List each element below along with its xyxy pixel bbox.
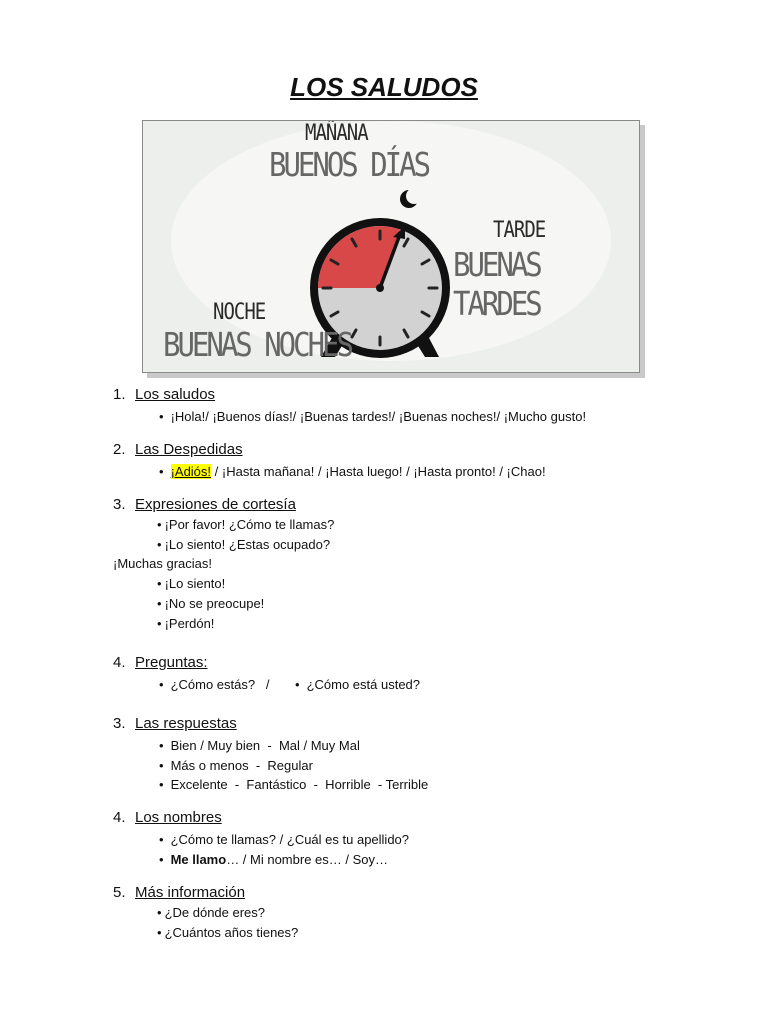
list-item: • Me llamo… / Mi nombre es… / Soy… [159, 852, 389, 867]
list-item: • ¿Cómo te llamas? / ¿Cuál es tu apellido? [159, 832, 410, 847]
section-respuestas: 3. Las respuestas [113, 715, 237, 732]
morning-greeting: BUENOS DÍAS [269, 145, 429, 185]
list-item: • Excelente - Fantástico - Horrible - Terrible [159, 777, 429, 792]
list-item: • ¡Lo siento! [157, 576, 226, 591]
list-item: • ¿De dónde eres? [157, 905, 266, 920]
list-item: • Más o menos - Regular [159, 758, 313, 773]
afternoon-label: TARDE [493, 217, 546, 243]
section-mas-informacion: 5. Más información [113, 884, 246, 901]
night-greeting: BUENAS NOCHES [163, 325, 351, 365]
section-cortesia: 3. Expresiones de cortesía [113, 496, 296, 513]
list-item: • ¿Cómo está usted? [295, 677, 421, 692]
page-title: LOS SALUDOS [290, 72, 478, 102]
list-item: • ¡Hola!/ ¡Buenos días!/ ¡Buenas tardes!/ ¡Buenas noches!/ ¡Mucho gusto! [159, 409, 587, 424]
section-preguntas: 4. Preguntas: [113, 654, 208, 671]
plain-line: ¡Muchas gracias! [113, 556, 212, 571]
list-item: • Bien / Muy bien - Mal / Muy Mal [159, 738, 360, 753]
list-item: • ¿Cómo estás? / [159, 677, 270, 692]
list-item: • ¡Por favor! ¿Cómo te llamas? [157, 517, 335, 532]
list-item: • ¿Cuántos años tienes? [157, 925, 299, 940]
greetings-clock-illustration [142, 120, 640, 373]
morning-label: MAÑANA [305, 120, 368, 146]
list-item: • ¡Adiós! / ¡Hasta mañana! / ¡Hasta luego! / ¡Hasta pronto! / ¡Chao! [159, 464, 546, 479]
list-item: • ¡Lo siento! ¿Estas ocupado? [157, 537, 331, 552]
section-saludos: 1. Los saludos [113, 386, 216, 403]
section-despedidas: 2. Las Despedidas [113, 441, 243, 458]
night-label: NOCHE [213, 299, 266, 325]
list-item: • ¡No se preocupe! [157, 596, 265, 611]
highlighted-word: ¡Adiós! [170, 464, 212, 479]
afternoon-greeting: BUENAS TARDES [453, 245, 540, 324]
list-item: • ¡Perdón! [157, 616, 215, 631]
section-nombres: 4. Los nombres [113, 809, 222, 826]
